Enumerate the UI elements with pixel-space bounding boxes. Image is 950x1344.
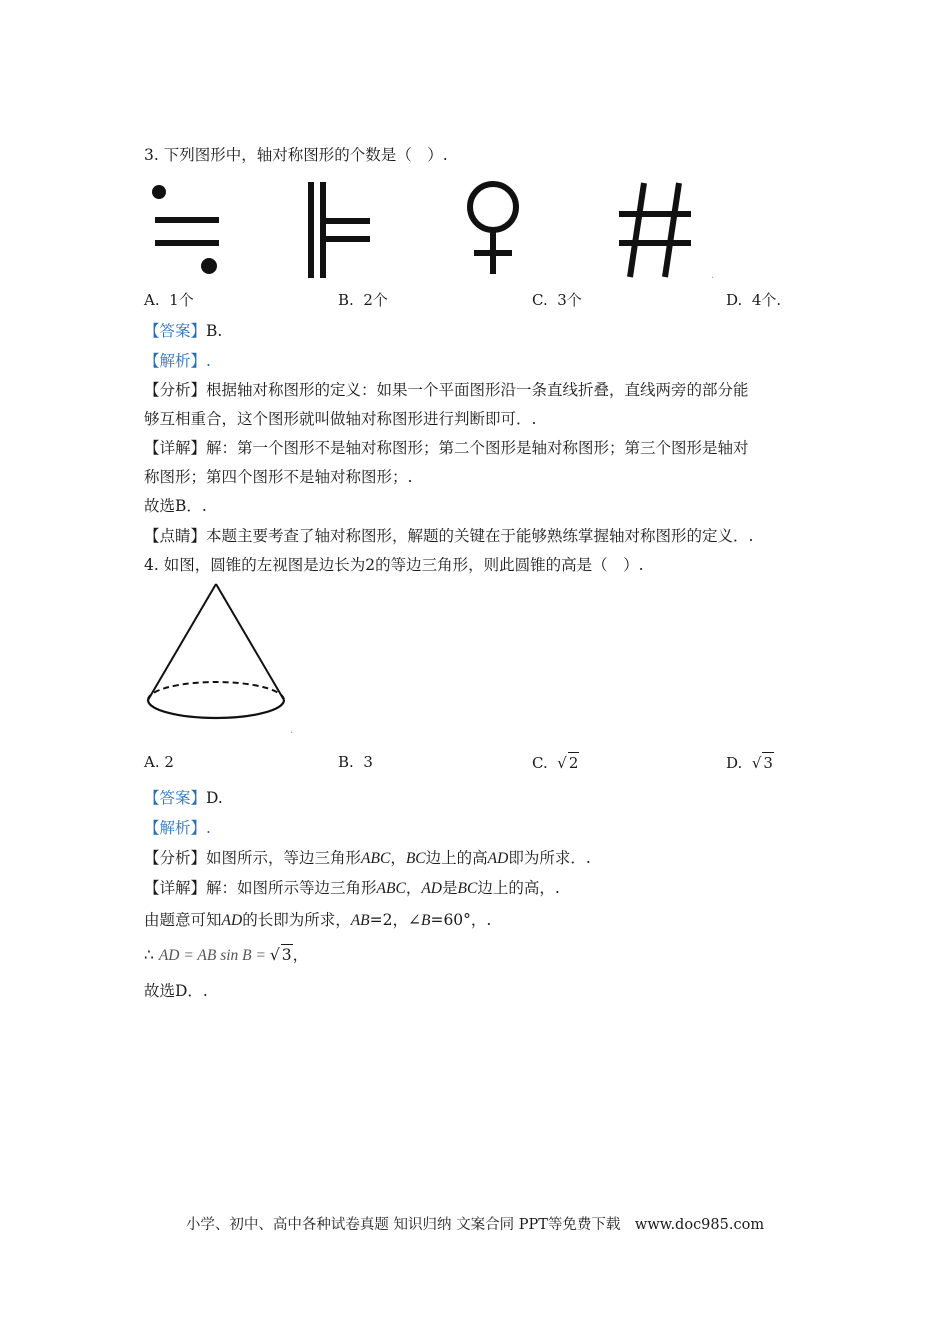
q4-option-d: D. √ 3	[726, 754, 773, 772]
q4-option-a: A. 2	[144, 753, 174, 771]
q3-stem: 3. 下列图形中，轴对称图形的个数是（ ）.	[144, 146, 448, 164]
q3-option-a: A. 1个	[144, 291, 194, 309]
venus-symbol-figure	[462, 178, 526, 278]
q3-analysis-line1: 【分析】根据轴对称图形的定义：如果一个平面图形沿一条直线折叠，直线两旁的部分能	[144, 381, 749, 399]
q3-analysis-line2: 够互相重合，这个图形就叫做轴对称图形进行判断即可．.	[144, 410, 537, 428]
q4-option-b: B. 3	[338, 753, 373, 771]
q3-jiexi: 【解析】.	[144, 352, 211, 370]
q3-answer: 【答案】B.	[144, 322, 223, 340]
sqrt-symbol: √ 2	[557, 754, 579, 772]
page-footer: 小学、初中、高中各种试卷真题 知识归纳 文案合同 PPT等免费下载 www.doc985.com	[185, 1217, 765, 1233]
sqrt-symbol: √ 3	[269, 946, 292, 964]
cone-figure	[142, 580, 292, 735]
para-mark: .	[290, 725, 294, 736]
q4-line3: 由题意可知AD的长即为所求，AB=2，∠B=60°，.	[144, 911, 492, 929]
q4-choose: 故选D．.	[144, 982, 208, 1000]
q4-detail: 【详解】解：如图所示等边三角形ABC，AD是BC边上的高，.	[144, 879, 560, 897]
q3-option-d: D. 4个.	[726, 291, 782, 309]
q4-analysis: 【分析】如图所示，等边三角形ABC，BC边上的高AD即为所求．.	[144, 849, 591, 867]
q3-option-c: C. 3个	[532, 291, 582, 309]
q3-detail-line2: 称图形；第四个图形不是轴对称图形；.	[144, 468, 413, 486]
q4-stem: 4. 如图，圆锥的左视图是边长为2的等边三角形，则此圆锥的高是（ ）.	[144, 556, 644, 574]
q4-jiexi: 【解析】.	[144, 819, 211, 837]
hash-sign-figure	[617, 180, 695, 280]
q4-answer: 【答案】D.	[144, 789, 223, 807]
q3-comment: 【点睛】本题主要考查了轴对称图形，解题的关键在于能够熟练掌握轴对称图形的定义．.	[144, 527, 754, 545]
q3-detail-line1: 【详解】解：第一个图形不是轴对称图形；第二个图形是轴对称图形；第三个图形是轴对	[144, 439, 749, 457]
division-sign-figure	[150, 180, 220, 280]
q4-option-c: C. √ 2	[532, 754, 579, 772]
q3-choose: 故选B．.	[144, 497, 207, 515]
forks-symbol-figure	[305, 180, 375, 280]
sqrt-symbol: √ 3	[751, 754, 773, 772]
q4-formula: ∴ AD = AB sin B = √ 3，	[144, 946, 309, 964]
q3-option-b: B. 2个	[338, 291, 388, 309]
para-mark: .	[711, 270, 715, 281]
